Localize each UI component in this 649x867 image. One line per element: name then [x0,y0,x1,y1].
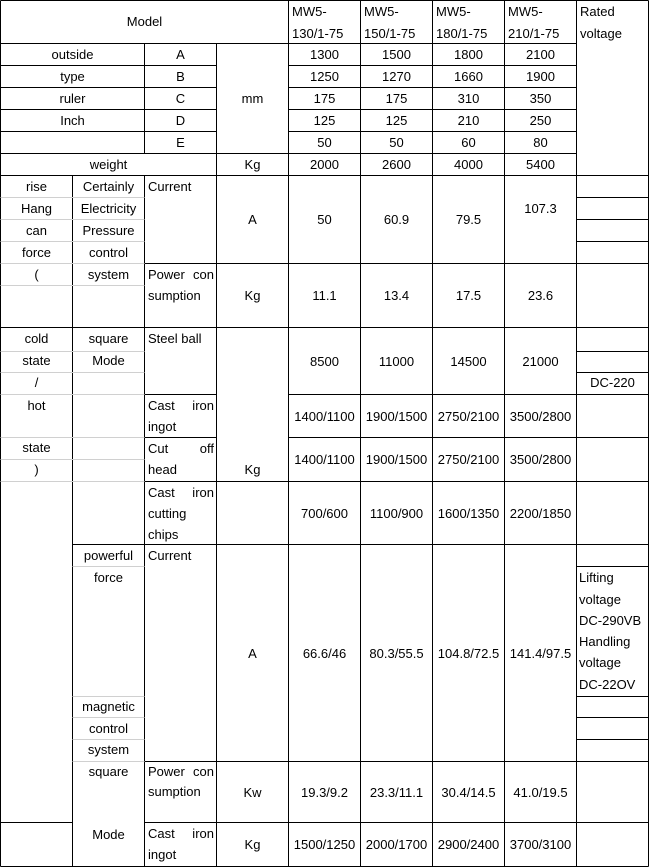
cutting-chips-3: 1600/1350 [437,505,500,521]
steel-ball-3: 14500 [450,353,487,369]
dim-a-3: 1800 [454,47,483,62]
model-header-label: Model [126,14,163,29]
voltage-note-line: Handling [579,634,631,649]
powerful-current-label: Current [148,548,192,563]
lifting-force-word: state [22,440,51,455]
dim-e-1: 50 [317,135,332,150]
dimension-label-type: type [60,69,85,84]
powerful-power-3: 30.4/14.5 [441,784,496,800]
certain-current-label: Current [148,179,192,194]
powerful-label-word: square [88,764,129,779]
lifting-force-word: hot [27,398,46,413]
powerful-power-4: 41.0/19.5 [513,784,568,800]
dimension-letter-e: E [176,135,185,150]
cutting-chips-label: Cast iron cutting chips [148,485,214,542]
certain-label-word: Pressure [82,223,135,238]
weight-2: 2600 [382,157,411,172]
cast-iron-ingot-label: Cast iron ingot [148,398,214,434]
dimension-unit: mm [241,91,264,106]
square-label-word: Mode [92,353,125,368]
steel-ball-2: 11000 [378,353,415,369]
cold-state-voltage: DC-220 [590,375,635,390]
powerful-ingot-4: 3700/3100 [509,837,572,852]
powerful-ingot-3: 2900/2400 [437,837,500,852]
weight-1: 2000 [310,157,339,172]
cut-off-head-label: Cut off head [148,441,214,477]
dim-c-2: 175 [385,91,408,106]
certain-current-unit: A [248,212,257,227]
dim-d-3: 210 [457,113,480,128]
cast-iron-ingot-3: 2750/2100 [437,408,500,424]
lifting-force-word: cold [24,331,49,346]
cutting-chips-4: 2200/1850 [509,505,572,521]
dim-e-3: 60 [461,135,476,150]
powerful-current-1: 66.6/46 [302,645,347,661]
weight-unit: Kg [244,157,261,172]
dim-c-1: 175 [313,91,336,106]
dimension-letter-c: C [175,91,186,106]
model-header-1: MW5-130/1-75 [292,4,344,41]
voltage-note-line: DC-290VB [579,613,642,628]
dim-a-1: 1300 [310,47,339,62]
steel-ball-1: 8500 [310,353,339,369]
powerful-label-word: Mode [92,827,125,842]
voltage-note-line: DC-22OV [579,677,636,692]
certain-current-4: 107.3 [524,201,557,216]
certain-power-3: 17.5 [455,288,482,303]
voltage-note-line: Lifting [579,570,614,585]
dim-b-4: 1900 [526,69,555,84]
steel-ball-4: 21000 [522,353,559,369]
model-header-4: MW5-210/1-75 [508,4,560,41]
powerful-ingot-1: 1500/1250 [293,837,356,852]
dim-a-4: 2100 [526,47,555,62]
cutting-chips-1: 700/600 [301,505,348,521]
cutting-chips-2: 1100/900 [369,505,424,521]
lifting-force-word: can [26,223,47,238]
cut-off-head-2: 1900/1500 [365,452,428,467]
weight-4: 5400 [526,157,555,172]
voltage-note-line: voltage [579,592,621,607]
certain-power-4: 23.6 [527,288,554,303]
dimension-label-ruler: ruler [59,91,86,106]
cast-iron-ingot-1: 1400/1100 [294,408,355,424]
square-label-word: square [88,331,129,346]
lifting-force-word: ( [34,267,39,282]
dimension-letter-b: B [176,69,185,84]
powerful-ingot-label: Cast iron ingot [148,826,214,862]
powerful-power-1: 19.3/9.2 [301,784,348,800]
dim-c-4: 350 [529,91,552,106]
lifting-force-word: ) [34,462,39,477]
model-header-2: MW5-150/1-75 [364,4,416,41]
cast-iron-ingot-4: 3500/2800 [509,408,572,424]
powerful-current-unit: A [248,645,257,661]
lifting-force-word: state [22,353,51,368]
dimension-label-inch: Inch [60,113,85,128]
dim-b-1: 1250 [310,69,339,84]
powerful-current-2: 80.3/55.5 [369,645,424,661]
dim-a-2: 1500 [382,47,411,62]
powerful-ingot-2: 2000/1700 [365,837,428,852]
lifting-force-word: Hang [20,201,53,216]
powerful-label-word: magnetic [82,699,135,714]
cut-off-head-3: 2750/2100 [437,452,500,467]
lifting-force-word: force [22,245,51,260]
powerful-current-3: 104.8/72.5 [437,645,500,661]
dim-c-3: 310 [457,91,480,106]
certain-power-label: Power consumption [148,267,214,303]
cut-off-head-4: 3500/2800 [509,452,572,467]
dimension-letter-a: A [176,47,185,62]
certain-power-1: 11.1 [312,288,337,303]
dimension-label-outside: outside [51,47,94,62]
cast-iron-ingot-2: 1900/1500 [365,408,428,424]
powerful-power-label: Power consumption [148,764,214,799]
certain-current-2: 60.9 [383,212,410,227]
lifting-force-word: rise [26,179,47,194]
model-header-3: MW5-180/1-75 [436,4,488,41]
steel-ball-label: Steel ball [148,331,202,346]
weight-label: weight [89,157,128,172]
dim-d-4: 250 [529,113,552,128]
weight-3: 4000 [454,157,483,172]
powerful-label-word: powerful [83,548,134,563]
voltage-note-line: voltage [579,655,621,670]
powerful-label-word: system [87,742,130,757]
certain-power-2: 13.4 [383,288,410,303]
powerful-current-4: 141.4/97.5 [509,645,572,661]
certain-power-unit: Kg [244,288,261,303]
powerful-ingot-unit: Kg [244,837,261,852]
dim-d-1: 125 [313,113,336,128]
lifting-force-word: / [34,375,39,390]
rated-voltage-header: Rated voltage [580,4,622,41]
powerful-power-unit: Kw [243,784,262,800]
powerful-label-word: control [88,721,129,736]
cut-off-head-1: 1400/1100 [294,452,355,467]
dim-e-4: 80 [533,135,548,150]
certain-label-word: Electricity [80,201,137,216]
certain-label-word: control [88,245,129,260]
certain-current-3: 79.5 [455,212,482,227]
square-unit: Kg [244,462,261,477]
dim-d-2: 125 [385,113,408,128]
certain-label-word: system [87,267,130,282]
dim-e-2: 50 [389,135,404,150]
certain-current-1: 50 [317,212,332,227]
powerful-power-2: 23.3/11.1 [369,784,424,800]
powerful-label-word: force [94,570,123,585]
dim-b-2: 1270 [382,69,411,84]
dim-b-3: 1660 [454,69,483,84]
dimension-letter-d: D [175,113,186,128]
certain-label-word: Certainly [82,179,135,194]
